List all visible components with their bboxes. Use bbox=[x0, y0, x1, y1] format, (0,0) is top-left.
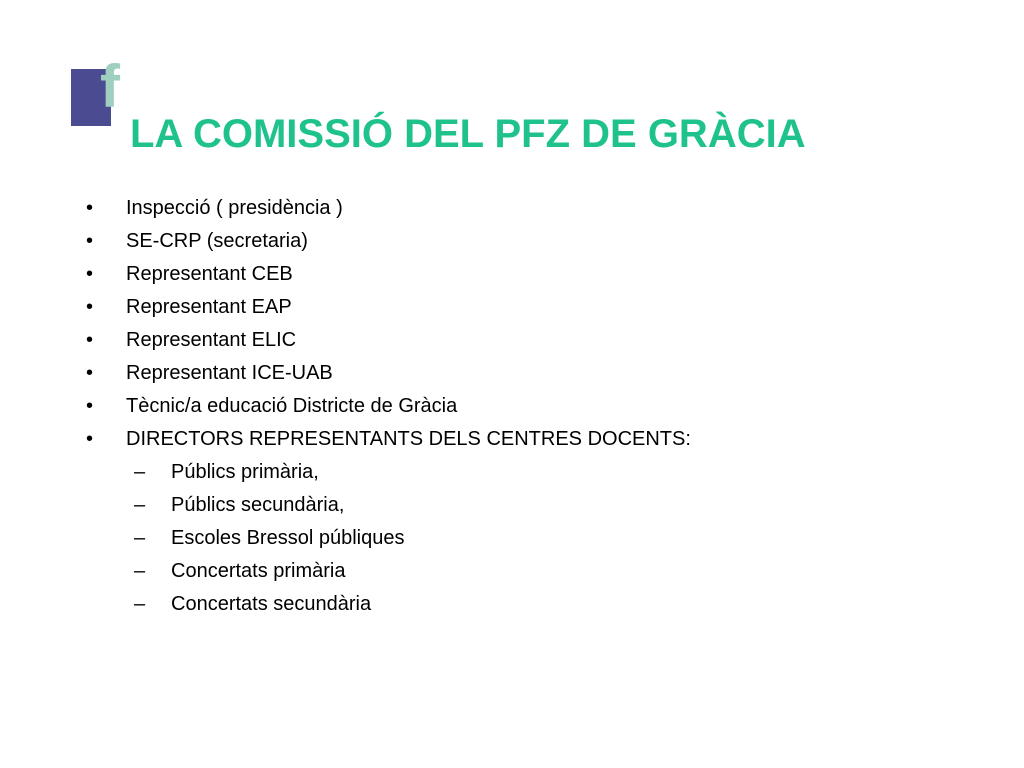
logo-letter-f: f bbox=[100, 53, 120, 120]
list-item-text: SE-CRP (secretaria) bbox=[126, 230, 308, 252]
list-item-text: DIRECTORS REPRESENTANTS DELS CENTRES DOCENTS: bbox=[126, 428, 691, 450]
sub-list-item-text: Escoles Bressol públiques bbox=[171, 527, 405, 549]
bullet-marker: • bbox=[86, 395, 94, 417]
list-item-text: Inspecció ( presidència ) bbox=[126, 197, 343, 219]
list-item-text: Tècnic/a educació Districte de Gràcia bbox=[126, 395, 458, 417]
bullet-marker: • bbox=[86, 197, 94, 219]
dash-marker: – bbox=[134, 494, 146, 516]
list-item-text: Representant ELIC bbox=[126, 329, 297, 351]
list-item-text: Representant EAP bbox=[126, 296, 292, 318]
bullet-marker: • bbox=[86, 263, 94, 285]
bullet-marker: • bbox=[86, 362, 94, 384]
slide-title: LA COMISSIÓ DEL PFZ DE GRÀCIA bbox=[130, 112, 806, 156]
dash-marker: – bbox=[134, 593, 146, 615]
logo bbox=[71, 53, 120, 127]
dash-marker: – bbox=[134, 461, 146, 483]
list-item-text: Representant ICE-UAB bbox=[126, 362, 333, 384]
dash-marker: – bbox=[134, 560, 146, 582]
list-item-text: Representant CEB bbox=[126, 263, 293, 285]
dash-marker: – bbox=[134, 527, 146, 549]
bullet-marker: • bbox=[86, 296, 94, 318]
bullet-marker: • bbox=[86, 428, 94, 450]
sub-list-item-text: Concertats secundària bbox=[171, 593, 372, 615]
sub-list-item-text: Públics secundària, bbox=[171, 494, 345, 516]
sub-list-item-text: Concertats primària bbox=[171, 560, 346, 582]
sub-list-item-text: Públics primària, bbox=[171, 461, 319, 483]
bullet-marker: • bbox=[86, 329, 94, 351]
bullet-marker: • bbox=[86, 230, 94, 252]
